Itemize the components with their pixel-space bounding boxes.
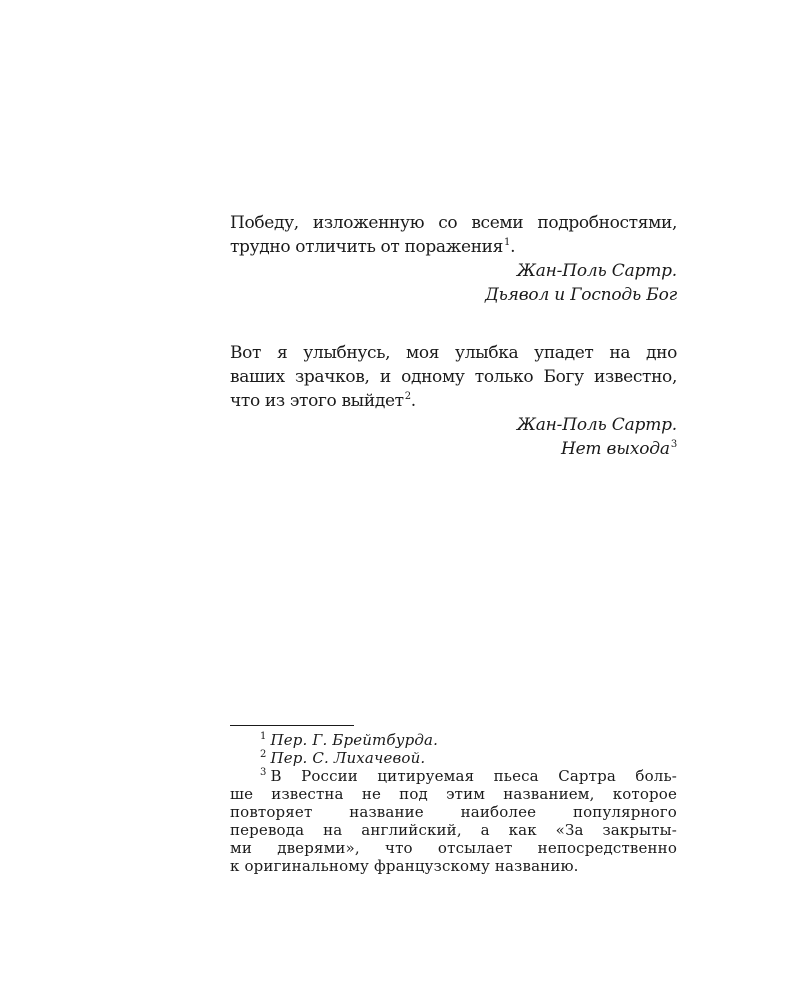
epigraph-1-attribution	[230, 259, 677, 307]
epigraph-2-work-line	[230, 437, 677, 461]
footnote-3-line-3: повторяет название наиболее популярного	[230, 803, 677, 821]
footnote-2-number: 2	[260, 749, 267, 760]
epigraph-1-line-2	[230, 235, 677, 259]
footnote-2-line-1	[230, 749, 677, 767]
epigraph-1-line-1: Победу, изложенную со всеми подробностями,	[230, 213, 677, 233]
epigraph-1-work: Дьявол и Господь Бог	[485, 285, 677, 305]
epigraph-2	[230, 341, 677, 461]
epigraph-1-quote	[230, 211, 677, 259]
epigraph-2-trailing: .	[410, 391, 416, 411]
footnote-3	[230, 767, 677, 875]
footnote-2-text: Пер. С. Лихачевой.	[270, 749, 426, 767]
footnote-1-number: 1	[260, 731, 267, 742]
footnote-ref-2[interactable]: 2	[404, 391, 411, 403]
epigraph-1	[230, 211, 677, 307]
footnote-3-line-5: ми дверями», что отсылает непосредственно	[230, 839, 677, 857]
footnote-3-line-6: к оригинальному французскому названию.	[230, 857, 579, 875]
epigraph-2-work: Нет выхода	[560, 439, 670, 459]
footnote-ref-1[interactable]: 1	[504, 237, 511, 249]
epigraph-1-trailing: .	[510, 237, 516, 257]
footnote-3-line-1	[230, 767, 677, 785]
footnote-divider	[230, 725, 354, 726]
epigraph-1-author: Жан-Поль Сартр.	[516, 261, 677, 281]
footnote-3-line-2: ше известна не под этим названием, которое	[230, 785, 677, 803]
epigraph-1-line-2-text: трудно отличить от поражения	[230, 237, 504, 257]
footnote-3-line-4: перевода на английский, а как «За закрыты-	[230, 821, 677, 839]
epigraph-2-attribution	[230, 413, 677, 461]
footnote-1-line-1	[230, 731, 677, 749]
epigraph-2-author: Жан-Поль Сартр.	[516, 415, 677, 435]
footnote-2	[230, 749, 677, 767]
footnote-1-text: Пер. Г. Брейтбурда.	[270, 731, 438, 749]
epigraph-2-line-2: ваших зрачков, и одному только Богу известно,	[230, 367, 677, 387]
epigraph-2-line-3	[230, 389, 677, 413]
footnote-3-number: 3	[260, 767, 267, 778]
footnote-3-line-1-text: В России цитируемая пьеса Сартра боль-	[270, 767, 677, 785]
footnote-1	[230, 731, 677, 749]
footnotes-section	[230, 725, 677, 875]
epigraph-2-line-1: Вот я улыбнусь, моя улыбка упадет на дно	[230, 343, 677, 363]
epigraph-2-quote	[230, 341, 677, 413]
footnote-ref-3[interactable]: 3	[670, 439, 677, 451]
epigraph-section	[230, 211, 677, 459]
epigraph-2-line-3-text: что из этого выйдет	[230, 391, 404, 411]
